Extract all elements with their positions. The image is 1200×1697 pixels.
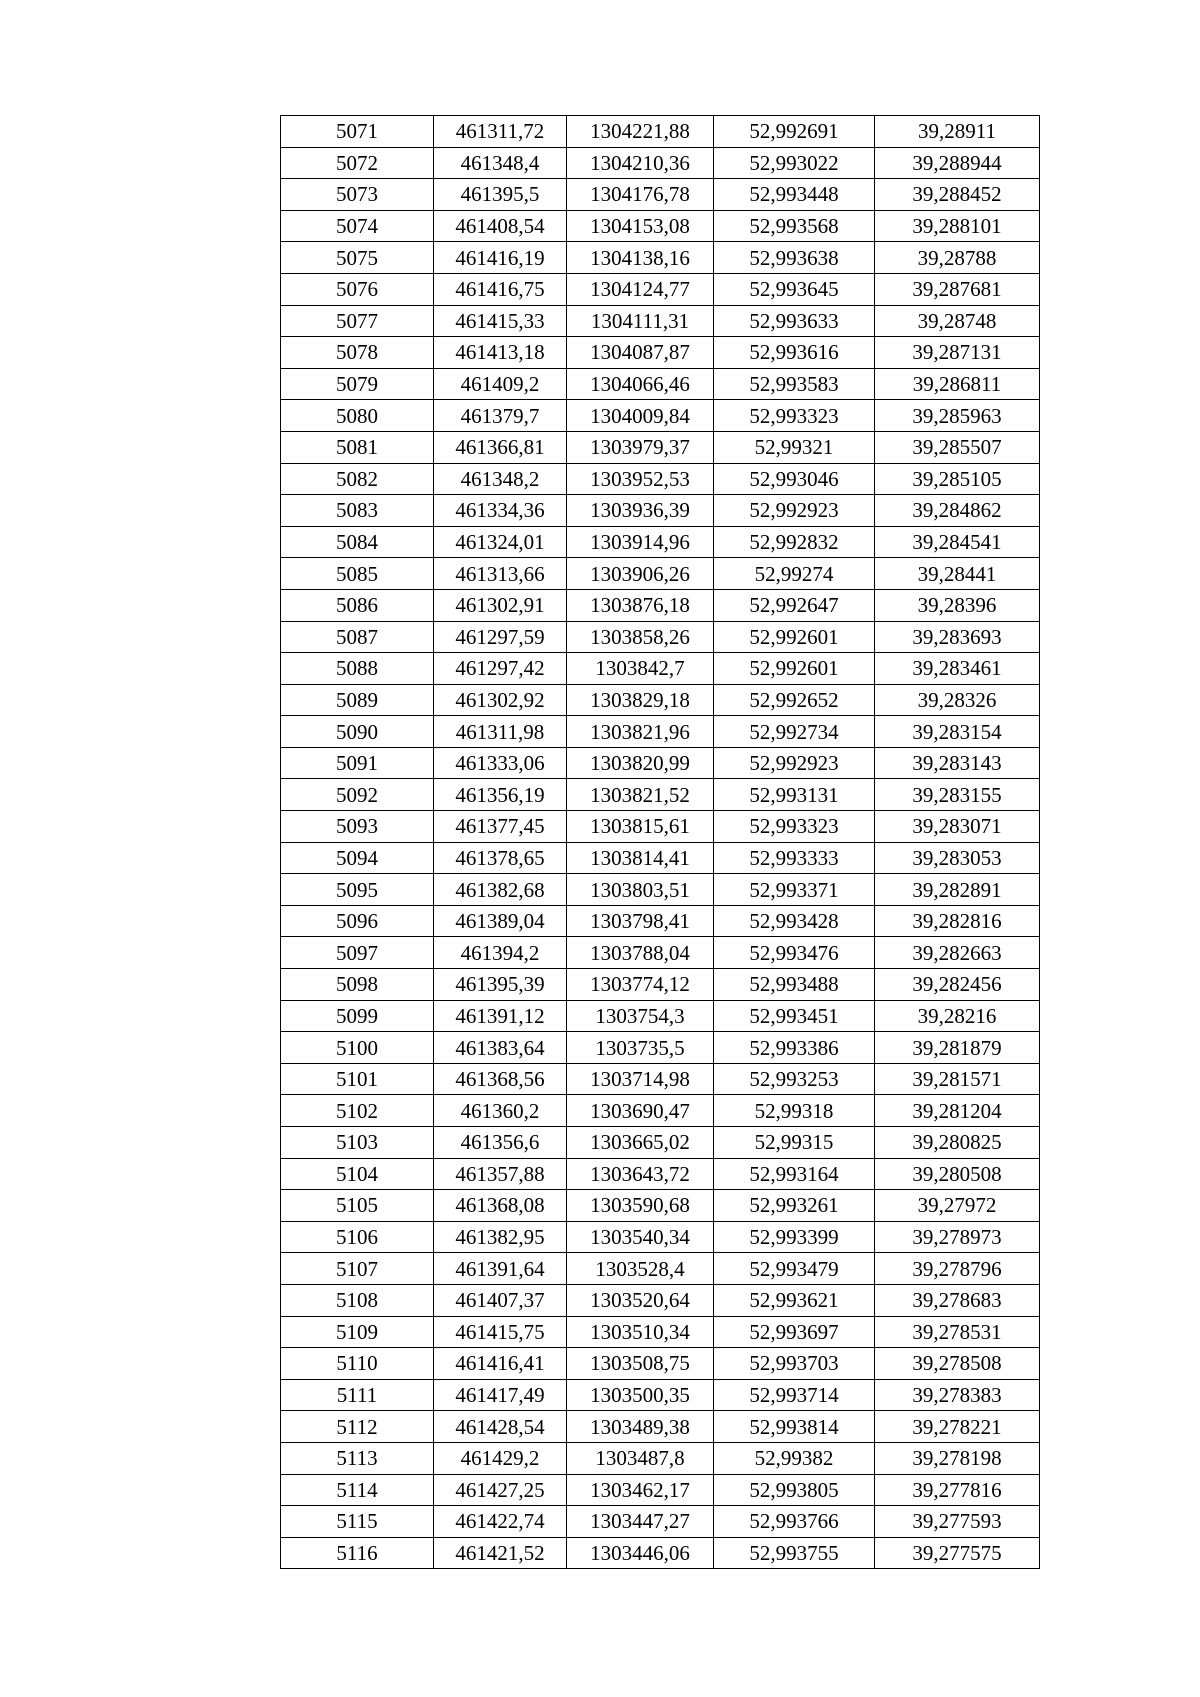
latitude-cell: 52,993386	[714, 1032, 875, 1064]
latitude-cell: 52,993633	[714, 305, 875, 337]
table-row	[281, 210, 1040, 242]
y-coordinate-cell: 1303487,8	[567, 1442, 714, 1474]
latitude-cell: 52,993755	[714, 1537, 875, 1569]
point-number-cell: 5088	[281, 653, 434, 685]
table-row	[281, 1506, 1040, 1538]
table-row	[281, 1190, 1040, 1222]
x-coordinate-cell: 461416,41	[434, 1348, 567, 1380]
latitude-cell: 52,99321	[714, 431, 875, 463]
point-number-cell: 5083	[281, 495, 434, 527]
latitude-cell: 52,992734	[714, 716, 875, 748]
coordinates-table-body	[281, 116, 1040, 1569]
table-row	[281, 179, 1040, 211]
point-number-cell: 5114	[281, 1474, 434, 1506]
table-row	[281, 1253, 1040, 1285]
point-number-cell: 5110	[281, 1348, 434, 1380]
x-coordinate-cell: 461427,25	[434, 1474, 567, 1506]
y-coordinate-cell: 1303814,41	[567, 842, 714, 874]
point-number-cell: 5074	[281, 210, 434, 242]
point-number-cell: 5077	[281, 305, 434, 337]
x-coordinate-cell: 461324,01	[434, 526, 567, 558]
longitude-cell: 39,28911	[875, 116, 1040, 148]
y-coordinate-cell: 1304009,84	[567, 400, 714, 432]
latitude-cell: 52,993476	[714, 937, 875, 969]
y-coordinate-cell: 1303842,7	[567, 653, 714, 685]
latitude-cell: 52,993371	[714, 874, 875, 906]
y-coordinate-cell: 1303665,02	[567, 1127, 714, 1159]
point-number-cell: 5089	[281, 684, 434, 716]
latitude-cell: 52,993451	[714, 1000, 875, 1032]
longitude-cell: 39,283143	[875, 747, 1040, 779]
longitude-cell: 39,28396	[875, 589, 1040, 621]
x-coordinate-cell: 461334,36	[434, 495, 567, 527]
longitude-cell: 39,288944	[875, 147, 1040, 179]
y-coordinate-cell: 1303815,61	[567, 811, 714, 843]
point-number-cell: 5113	[281, 1442, 434, 1474]
longitude-cell: 39,277816	[875, 1474, 1040, 1506]
x-coordinate-cell: 461417,49	[434, 1379, 567, 1411]
longitude-cell: 39,283071	[875, 811, 1040, 843]
latitude-cell: 52,993323	[714, 400, 875, 432]
x-coordinate-cell: 461311,98	[434, 716, 567, 748]
table-row	[281, 431, 1040, 463]
x-coordinate-cell: 461395,39	[434, 969, 567, 1001]
y-coordinate-cell: 1303754,3	[567, 1000, 714, 1032]
longitude-cell: 39,28216	[875, 1000, 1040, 1032]
longitude-cell: 39,287131	[875, 337, 1040, 369]
y-coordinate-cell: 1303858,26	[567, 621, 714, 653]
x-coordinate-cell: 461368,56	[434, 1063, 567, 1095]
latitude-cell: 52,993714	[714, 1379, 875, 1411]
y-coordinate-cell: 1303936,39	[567, 495, 714, 527]
longitude-cell: 39,278508	[875, 1348, 1040, 1380]
longitude-cell: 39,278531	[875, 1316, 1040, 1348]
x-coordinate-cell: 461394,2	[434, 937, 567, 969]
point-number-cell: 5094	[281, 842, 434, 874]
table-row	[281, 337, 1040, 369]
x-coordinate-cell: 461415,75	[434, 1316, 567, 1348]
y-coordinate-cell: 1303803,51	[567, 874, 714, 906]
x-coordinate-cell: 461409,2	[434, 368, 567, 400]
y-coordinate-cell: 1303829,18	[567, 684, 714, 716]
point-number-cell: 5101	[281, 1063, 434, 1095]
y-coordinate-cell: 1304124,77	[567, 273, 714, 305]
table-row	[281, 653, 1040, 685]
longitude-cell: 39,28748	[875, 305, 1040, 337]
point-number-cell: 5097	[281, 937, 434, 969]
point-number-cell: 5093	[281, 811, 434, 843]
table-row	[281, 273, 1040, 305]
table-row	[281, 147, 1040, 179]
longitude-cell: 39,277593	[875, 1506, 1040, 1538]
point-number-cell: 5098	[281, 969, 434, 1001]
table-row	[281, 1158, 1040, 1190]
table-row	[281, 368, 1040, 400]
x-coordinate-cell: 461356,6	[434, 1127, 567, 1159]
latitude-cell: 52,992923	[714, 495, 875, 527]
y-coordinate-cell: 1303735,5	[567, 1032, 714, 1064]
x-coordinate-cell: 461348,2	[434, 463, 567, 495]
longitude-cell: 39,282816	[875, 905, 1040, 937]
table-row	[281, 526, 1040, 558]
table-row	[281, 1379, 1040, 1411]
latitude-cell: 52,992691	[714, 116, 875, 148]
point-number-cell: 5078	[281, 337, 434, 369]
latitude-cell: 52,993046	[714, 463, 875, 495]
y-coordinate-cell: 1303590,68	[567, 1190, 714, 1222]
point-number-cell: 5108	[281, 1284, 434, 1316]
x-coordinate-cell: 461366,81	[434, 431, 567, 463]
y-coordinate-cell: 1303540,34	[567, 1221, 714, 1253]
longitude-cell: 39,278683	[875, 1284, 1040, 1316]
table-row	[281, 463, 1040, 495]
y-coordinate-cell: 1303979,37	[567, 431, 714, 463]
x-coordinate-cell: 461311,72	[434, 116, 567, 148]
x-coordinate-cell: 461357,88	[434, 1158, 567, 1190]
latitude-cell: 52,993253	[714, 1063, 875, 1095]
latitude-cell: 52,993448	[714, 179, 875, 211]
table-row	[281, 937, 1040, 969]
latitude-cell: 52,993399	[714, 1221, 875, 1253]
point-number-cell: 5072	[281, 147, 434, 179]
point-number-cell: 5091	[281, 747, 434, 779]
point-number-cell: 5071	[281, 116, 434, 148]
table-row	[281, 1063, 1040, 1095]
y-coordinate-cell: 1304221,88	[567, 116, 714, 148]
longitude-cell: 39,288101	[875, 210, 1040, 242]
longitude-cell: 39,282891	[875, 874, 1040, 906]
x-coordinate-cell: 461407,37	[434, 1284, 567, 1316]
table-row	[281, 1316, 1040, 1348]
longitude-cell: 39,285507	[875, 431, 1040, 463]
x-coordinate-cell: 461368,08	[434, 1190, 567, 1222]
latitude-cell: 52,993022	[714, 147, 875, 179]
x-coordinate-cell: 461391,12	[434, 1000, 567, 1032]
point-number-cell: 5111	[281, 1379, 434, 1411]
point-number-cell: 5080	[281, 400, 434, 432]
point-number-cell: 5100	[281, 1032, 434, 1064]
y-coordinate-cell: 1303788,04	[567, 937, 714, 969]
latitude-cell: 52,993645	[714, 273, 875, 305]
x-coordinate-cell: 461428,54	[434, 1411, 567, 1443]
longitude-cell: 39,283053	[875, 842, 1040, 874]
longitude-cell: 39,283461	[875, 653, 1040, 685]
table-row	[281, 1442, 1040, 1474]
x-coordinate-cell: 461416,19	[434, 242, 567, 274]
y-coordinate-cell: 1303690,47	[567, 1095, 714, 1127]
x-coordinate-cell: 461413,18	[434, 337, 567, 369]
table-row	[281, 116, 1040, 148]
longitude-cell: 39,281204	[875, 1095, 1040, 1127]
x-coordinate-cell: 461408,54	[434, 210, 567, 242]
table-row	[281, 1032, 1040, 1064]
longitude-cell: 39,285963	[875, 400, 1040, 432]
x-coordinate-cell: 461360,2	[434, 1095, 567, 1127]
point-number-cell: 5104	[281, 1158, 434, 1190]
x-coordinate-cell: 461391,64	[434, 1253, 567, 1285]
point-number-cell: 5090	[281, 716, 434, 748]
longitude-cell: 39,284541	[875, 526, 1040, 558]
table-row	[281, 1221, 1040, 1253]
longitude-cell: 39,28441	[875, 558, 1040, 590]
longitude-cell: 39,283155	[875, 779, 1040, 811]
latitude-cell: 52,993814	[714, 1411, 875, 1443]
latitude-cell: 52,993805	[714, 1474, 875, 1506]
table-row	[281, 842, 1040, 874]
latitude-cell: 52,992601	[714, 621, 875, 653]
y-coordinate-cell: 1303643,72	[567, 1158, 714, 1190]
x-coordinate-cell: 461313,66	[434, 558, 567, 590]
x-coordinate-cell: 461421,52	[434, 1537, 567, 1569]
x-coordinate-cell: 461377,45	[434, 811, 567, 843]
latitude-cell: 52,99318	[714, 1095, 875, 1127]
point-number-cell: 5102	[281, 1095, 434, 1127]
latitude-cell: 52,992652	[714, 684, 875, 716]
y-coordinate-cell: 1303489,38	[567, 1411, 714, 1443]
y-coordinate-cell: 1304176,78	[567, 179, 714, 211]
longitude-cell: 39,288452	[875, 179, 1040, 211]
x-coordinate-cell: 461429,2	[434, 1442, 567, 1474]
latitude-cell: 52,992832	[714, 526, 875, 558]
latitude-cell: 52,993621	[714, 1284, 875, 1316]
x-coordinate-cell: 461395,5	[434, 179, 567, 211]
y-coordinate-cell: 1304111,31	[567, 305, 714, 337]
point-number-cell: 5099	[281, 1000, 434, 1032]
x-coordinate-cell: 461297,42	[434, 653, 567, 685]
point-number-cell: 5116	[281, 1537, 434, 1569]
y-coordinate-cell: 1303510,34	[567, 1316, 714, 1348]
y-coordinate-cell: 1303821,52	[567, 779, 714, 811]
latitude-cell: 52,993488	[714, 969, 875, 1001]
longitude-cell: 39,281879	[875, 1032, 1040, 1064]
latitude-cell: 52,993261	[714, 1190, 875, 1222]
y-coordinate-cell: 1303798,41	[567, 905, 714, 937]
table-row	[281, 1474, 1040, 1506]
y-coordinate-cell: 1303446,06	[567, 1537, 714, 1569]
x-coordinate-cell: 461422,74	[434, 1506, 567, 1538]
table-row	[281, 495, 1040, 527]
latitude-cell: 52,993323	[714, 811, 875, 843]
table-row	[281, 684, 1040, 716]
point-number-cell: 5076	[281, 273, 434, 305]
point-number-cell: 5112	[281, 1411, 434, 1443]
table-row	[281, 305, 1040, 337]
latitude-cell: 52,993479	[714, 1253, 875, 1285]
table-row	[281, 1095, 1040, 1127]
x-coordinate-cell: 461382,95	[434, 1221, 567, 1253]
longitude-cell: 39,27972	[875, 1190, 1040, 1222]
longitude-cell: 39,283693	[875, 621, 1040, 653]
table-row	[281, 1537, 1040, 1569]
latitude-cell: 52,99274	[714, 558, 875, 590]
y-coordinate-cell: 1303914,96	[567, 526, 714, 558]
longitude-cell: 39,286811	[875, 368, 1040, 400]
coordinates-table	[280, 115, 1040, 1569]
longitude-cell: 39,28326	[875, 684, 1040, 716]
table-row	[281, 589, 1040, 621]
latitude-cell: 52,993766	[714, 1506, 875, 1538]
longitude-cell: 39,278221	[875, 1411, 1040, 1443]
latitude-cell: 52,992601	[714, 653, 875, 685]
table-row	[281, 874, 1040, 906]
table-row	[281, 779, 1040, 811]
longitude-cell: 39,282456	[875, 969, 1040, 1001]
table-row	[281, 1000, 1040, 1032]
x-coordinate-cell: 461302,92	[434, 684, 567, 716]
longitude-cell: 39,277575	[875, 1537, 1040, 1569]
table-row	[281, 558, 1040, 590]
point-number-cell: 5109	[281, 1316, 434, 1348]
x-coordinate-cell: 461415,33	[434, 305, 567, 337]
latitude-cell: 52,993583	[714, 368, 875, 400]
table-row	[281, 1284, 1040, 1316]
y-coordinate-cell: 1304087,87	[567, 337, 714, 369]
y-coordinate-cell: 1304153,08	[567, 210, 714, 242]
x-coordinate-cell: 461389,04	[434, 905, 567, 937]
latitude-cell: 52,993568	[714, 210, 875, 242]
x-coordinate-cell: 461378,65	[434, 842, 567, 874]
point-number-cell: 5106	[281, 1221, 434, 1253]
longitude-cell: 39,282663	[875, 937, 1040, 969]
point-number-cell: 5092	[281, 779, 434, 811]
x-coordinate-cell: 461356,19	[434, 779, 567, 811]
longitude-cell: 39,285105	[875, 463, 1040, 495]
x-coordinate-cell: 461333,06	[434, 747, 567, 779]
table-row	[281, 621, 1040, 653]
latitude-cell: 52,993616	[714, 337, 875, 369]
table-row	[281, 1411, 1040, 1443]
point-number-cell: 5103	[281, 1127, 434, 1159]
x-coordinate-cell: 461348,4	[434, 147, 567, 179]
y-coordinate-cell: 1303876,18	[567, 589, 714, 621]
latitude-cell: 52,993638	[714, 242, 875, 274]
point-number-cell: 5084	[281, 526, 434, 558]
y-coordinate-cell: 1303821,96	[567, 716, 714, 748]
y-coordinate-cell: 1303447,27	[567, 1506, 714, 1538]
longitude-cell: 39,280508	[875, 1158, 1040, 1190]
latitude-cell: 52,992647	[714, 589, 875, 621]
point-number-cell: 5082	[281, 463, 434, 495]
table-row	[281, 242, 1040, 274]
y-coordinate-cell: 1303906,26	[567, 558, 714, 590]
latitude-cell: 52,993164	[714, 1158, 875, 1190]
point-number-cell: 5085	[281, 558, 434, 590]
y-coordinate-cell: 1303520,64	[567, 1284, 714, 1316]
longitude-cell: 39,284862	[875, 495, 1040, 527]
table-row	[281, 969, 1040, 1001]
table-row	[281, 1127, 1040, 1159]
longitude-cell: 39,278796	[875, 1253, 1040, 1285]
point-number-cell: 5087	[281, 621, 434, 653]
y-coordinate-cell: 1304066,46	[567, 368, 714, 400]
y-coordinate-cell: 1304138,16	[567, 242, 714, 274]
longitude-cell: 39,278198	[875, 1442, 1040, 1474]
y-coordinate-cell: 1303774,12	[567, 969, 714, 1001]
point-number-cell: 5115	[281, 1506, 434, 1538]
y-coordinate-cell: 1303528,4	[567, 1253, 714, 1285]
x-coordinate-cell: 461379,7	[434, 400, 567, 432]
latitude-cell: 52,993131	[714, 779, 875, 811]
longitude-cell: 39,278383	[875, 1379, 1040, 1411]
point-number-cell: 5107	[281, 1253, 434, 1285]
x-coordinate-cell: 461297,59	[434, 621, 567, 653]
latitude-cell: 52,99382	[714, 1442, 875, 1474]
latitude-cell: 52,992923	[714, 747, 875, 779]
x-coordinate-cell: 461416,75	[434, 273, 567, 305]
y-coordinate-cell: 1303462,17	[567, 1474, 714, 1506]
y-coordinate-cell: 1303500,35	[567, 1379, 714, 1411]
y-coordinate-cell: 1304210,36	[567, 147, 714, 179]
longitude-cell: 39,280825	[875, 1127, 1040, 1159]
table-row	[281, 811, 1040, 843]
table-row	[281, 1348, 1040, 1380]
x-coordinate-cell: 461302,91	[434, 589, 567, 621]
latitude-cell: 52,993428	[714, 905, 875, 937]
point-number-cell: 5075	[281, 242, 434, 274]
y-coordinate-cell: 1303820,99	[567, 747, 714, 779]
latitude-cell: 52,993333	[714, 842, 875, 874]
longitude-cell: 39,283154	[875, 716, 1040, 748]
point-number-cell: 5105	[281, 1190, 434, 1222]
point-number-cell: 5096	[281, 905, 434, 937]
y-coordinate-cell: 1303508,75	[567, 1348, 714, 1380]
point-number-cell: 5081	[281, 431, 434, 463]
x-coordinate-cell: 461383,64	[434, 1032, 567, 1064]
y-coordinate-cell: 1303714,98	[567, 1063, 714, 1095]
point-number-cell: 5079	[281, 368, 434, 400]
longitude-cell: 39,281571	[875, 1063, 1040, 1095]
latitude-cell: 52,993697	[714, 1316, 875, 1348]
longitude-cell: 39,278973	[875, 1221, 1040, 1253]
point-number-cell: 5086	[281, 589, 434, 621]
point-number-cell: 5095	[281, 874, 434, 906]
latitude-cell: 52,993703	[714, 1348, 875, 1380]
point-number-cell: 5073	[281, 179, 434, 211]
x-coordinate-cell: 461382,68	[434, 874, 567, 906]
table-row	[281, 716, 1040, 748]
y-coordinate-cell: 1303952,53	[567, 463, 714, 495]
longitude-cell: 39,28788	[875, 242, 1040, 274]
latitude-cell: 52,99315	[714, 1127, 875, 1159]
table-row	[281, 400, 1040, 432]
table-row	[281, 747, 1040, 779]
table-row	[281, 905, 1040, 937]
longitude-cell: 39,287681	[875, 273, 1040, 305]
